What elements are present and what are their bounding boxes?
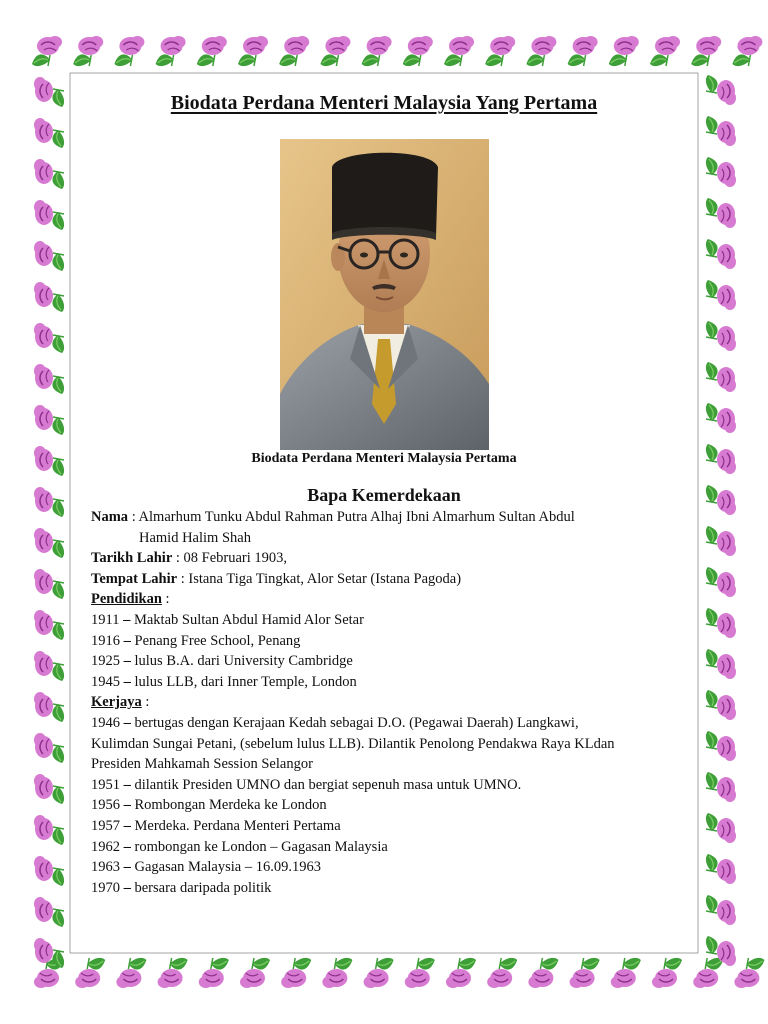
rose-border-icon	[34, 815, 64, 845]
kerjaya-text: bersara daripada politik	[134, 879, 272, 896]
rose-border-icon	[706, 321, 736, 351]
rose-border-icon	[34, 528, 64, 558]
rose-border-icon	[706, 649, 736, 679]
photo-caption: Biodata Perdana Menteri Malaysia Pertama	[251, 451, 517, 466]
rose-border-icon	[526, 36, 556, 66]
kerjaya-year: 1946	[91, 714, 120, 731]
pendidikan-text: Maktab Sultan Abdul Hamid Alor Setar	[133, 611, 364, 628]
tarikh-lahir-separator: :	[172, 550, 184, 567]
kerjaya-year: 1956	[91, 797, 120, 814]
kerjaya-year: 1970	[91, 879, 120, 896]
rose-border-icon	[446, 958, 476, 988]
pendidikan-suffix: :	[161, 591, 170, 608]
rose-border-icon	[706, 772, 736, 802]
kerjaya-item	[91, 775, 691, 796]
kerjaya-heading: Kerjaya	[91, 694, 142, 711]
rose-border-icon	[34, 610, 64, 640]
pendidikan-item	[91, 672, 691, 693]
rose-border-icon	[693, 958, 723, 988]
rose-border-icon	[706, 608, 736, 638]
kerjaya-heading-row	[91, 692, 691, 713]
rose-border-icon	[706, 526, 736, 556]
rose-border-icon	[706, 116, 736, 146]
rose-border-icon	[487, 958, 517, 988]
nama-label: Nama	[91, 509, 129, 525]
kerjaya-item	[91, 816, 691, 837]
pendidikan-year: 1916	[91, 632, 120, 649]
rose-border-icon	[116, 958, 146, 988]
rose-border-icon	[34, 323, 64, 353]
kerjaya-text-line1: bertugas dengan Kerajaan Kedah sebagai D.O. (Pegawai Daerah) Langkawi,	[134, 714, 579, 731]
tempat-lahir-row	[91, 569, 691, 590]
rose-border-icon	[444, 36, 474, 66]
kerjaya-item	[91, 878, 691, 899]
rose-border-icon	[706, 198, 736, 228]
pendidikan-year: 1925	[91, 653, 120, 670]
pendidikan-item	[91, 610, 691, 631]
kerjaya-dash: –	[120, 797, 135, 814]
kerjaya-text: dilantik Presiden UMNO dan bergiat sepenuh masa untuk UMNO.	[134, 776, 522, 793]
rose-border-icon	[34, 733, 64, 763]
rose-border-icon	[34, 958, 64, 988]
rose-border-icon	[362, 36, 392, 66]
kerjaya-dash: –	[120, 859, 135, 876]
pendidikan-item	[91, 631, 691, 652]
nama-separator: :	[128, 509, 139, 525]
kerjaya-dash: –	[120, 879, 135, 896]
kerjaya-year: 1951	[91, 776, 120, 793]
pendidikan-year: 1911	[91, 611, 120, 628]
rose-border-icon	[652, 958, 682, 988]
rose-border-icon	[485, 36, 515, 66]
kerjaya-text: Merdeka. Perdana Menteri Pertama	[134, 817, 341, 834]
pendidikan-heading-row	[91, 589, 691, 610]
rose-border-icon	[34, 118, 64, 148]
nama-value-line1: Almarhum Tunku Abdul Rahman Putra Alhaj Ibni Almarhum Sultan Abdul	[138, 509, 575, 525]
pendidikan-item	[91, 651, 691, 672]
rose-border-icon	[34, 405, 64, 435]
rose-border-icon	[34, 241, 64, 271]
rose-border-icon	[611, 958, 641, 988]
rose-border-icon	[34, 200, 64, 230]
rose-border-icon	[706, 731, 736, 761]
rose-border-icon	[364, 958, 394, 988]
nama-value-line2: Hamid Halim Shah	[139, 529, 251, 546]
rose-border-icon	[34, 938, 64, 968]
rose-border-icon	[706, 854, 736, 884]
rose-border-icon	[34, 364, 64, 394]
tempat-lahir-value: Istana Tiga Tingkat, Alor Setar (Istana Pagoda)	[188, 570, 462, 587]
rose-border-icon	[706, 239, 736, 269]
rose-border-icon	[73, 36, 103, 66]
rose-border-icon	[238, 36, 268, 66]
rose-border-icon	[240, 958, 270, 988]
nama-row	[91, 507, 691, 528]
rose-border-icon	[734, 958, 764, 988]
rose-border-icon	[34, 897, 64, 927]
rose-border-icon	[706, 813, 736, 843]
pendidikan-text: lulus LLB, dari Inner Temple, London	[134, 673, 357, 690]
rose-border-icon	[650, 36, 680, 66]
rose-border-icon	[34, 282, 64, 312]
rose-border-icon	[609, 36, 639, 66]
rose-border-icon	[156, 36, 186, 66]
kerjaya-text-line3: Presiden Mahkamah Session Selangor	[91, 756, 313, 773]
rose-border-icon	[706, 936, 736, 966]
pendidikan-heading: Pendidikan	[91, 591, 162, 608]
portrait-photo	[280, 139, 489, 450]
rose-border-icon	[706, 280, 736, 310]
pendidikan-year: 1945	[91, 673, 120, 690]
kerjaya-item	[91, 837, 691, 858]
tarikh-lahir-row	[91, 548, 691, 569]
rose-border-icon	[570, 958, 600, 988]
pendidikan-text: Penang Free School, Penang	[134, 632, 301, 649]
pendidikan-dash: –	[120, 653, 135, 670]
kerjaya-dash: –	[120, 714, 135, 731]
kerjaya-text: rombongan ke London – Gagasan Malaysia	[134, 838, 388, 855]
rose-border-icon	[34, 159, 64, 189]
kerjaya-dash: –	[120, 817, 135, 834]
rose-border-icon	[114, 36, 144, 66]
rose-border-icon	[706, 157, 736, 187]
kerjaya-text: Rombongan Merdeka ke London	[134, 797, 327, 814]
rose-border-icon	[34, 856, 64, 886]
rose-border-icon	[706, 567, 736, 597]
rose-border-icon	[34, 692, 64, 722]
section-subtitle: Bapa Kemerdekaan	[307, 485, 461, 505]
kerjaya-text: Gagasan Malaysia – 16.09.1963	[134, 859, 321, 876]
rose-border-icon	[34, 569, 64, 599]
rose-border-icon	[279, 36, 309, 66]
pendidikan-dash: –	[120, 673, 135, 690]
rose-border-icon	[568, 36, 598, 66]
rose-border-icon	[706, 362, 736, 392]
kerjaya-year: 1962	[91, 838, 120, 855]
rose-border-icon	[34, 774, 64, 804]
kerjaya-text-line2: Kulimdan Sungai Petani, (sebelum lulus LLB). Dilantik Penolong Pendakwa Raya KLdan	[91, 735, 615, 752]
rose-border-icon	[706, 403, 736, 433]
tarikh-lahir-label: Tarikh Lahir	[91, 550, 173, 567]
tarikh-lahir-value: 08 Februari 1903,	[183, 550, 288, 567]
rose-border-icon	[732, 36, 762, 66]
rose-border-icon	[403, 36, 433, 66]
kerjaya-item-1946	[91, 713, 691, 734]
pendidikan-dash: –	[119, 611, 134, 628]
rose-border-icon	[32, 36, 62, 66]
rose-border-icon	[528, 958, 558, 988]
rose-border-icon	[75, 958, 105, 988]
kerjaya-item	[91, 795, 691, 816]
rose-border-icon	[706, 690, 736, 720]
rose-border-icon	[320, 36, 350, 66]
rose-border-icon	[405, 958, 435, 988]
tempat-lahir-label: Tempat Lahir	[91, 570, 178, 587]
kerjaya-dash: –	[120, 776, 135, 793]
rose-border-icon	[158, 958, 188, 988]
rose-border-icon	[706, 895, 736, 925]
kerjaya-year: 1957	[91, 817, 120, 834]
rose-border-icon	[322, 958, 352, 988]
rose-border-icon	[281, 958, 311, 988]
pendidikan-text: lulus B.A. dari University Cambridge	[134, 653, 353, 670]
rose-border-icon	[34, 651, 64, 681]
kerjaya-suffix: :	[141, 694, 150, 711]
pendidikan-dash: –	[120, 632, 135, 649]
biodata-content	[91, 507, 691, 898]
kerjaya-dash: –	[120, 838, 135, 855]
rose-border-icon	[199, 958, 229, 988]
rose-border-icon	[197, 36, 227, 66]
tempat-lahir-separator: :	[177, 570, 189, 587]
kerjaya-year: 1963	[91, 859, 120, 876]
page-title: Biodata Perdana Menteri Malaysia Yang Pertama	[170, 92, 598, 114]
rose-border-icon	[691, 36, 721, 66]
kerjaya-item	[91, 857, 691, 878]
